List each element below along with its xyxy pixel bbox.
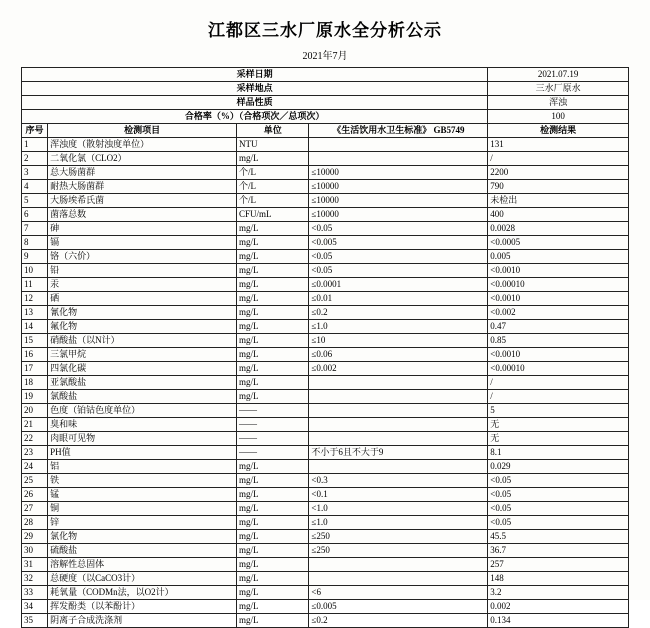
cell-result: 148 xyxy=(488,572,629,586)
cell-unit: mg/L xyxy=(237,460,309,474)
cell-standard xyxy=(309,390,488,404)
cell-item: 挥发酚类（以苯酚计） xyxy=(48,600,237,614)
cell-item: 铜 xyxy=(48,502,237,516)
cell-standard: ≤0.01 xyxy=(309,292,488,306)
cell-result: 45.5 xyxy=(488,530,629,544)
table-row xyxy=(22,292,629,306)
info-row-sample-nature xyxy=(22,96,629,110)
table-row xyxy=(22,138,629,152)
cell-result: / xyxy=(488,376,629,390)
cell-unit: mg/L xyxy=(237,502,309,516)
cell-standard: ≤0.0001 xyxy=(309,278,488,292)
cell-result: 无 xyxy=(488,418,629,432)
cell-standard: <0.1 xyxy=(309,488,488,502)
table-row xyxy=(22,376,629,390)
cell-index: 2 xyxy=(22,152,48,166)
cell-standard xyxy=(309,432,488,446)
table-row xyxy=(22,306,629,320)
cell-unit: mg/L xyxy=(237,614,309,628)
cell-result: / xyxy=(488,152,629,166)
cell-index: 26 xyxy=(22,488,48,502)
page-subtitle: 2021年7月 xyxy=(302,51,348,62)
cell-unit: mg/L xyxy=(237,264,309,278)
table-row xyxy=(22,432,629,446)
cell-index: 9 xyxy=(22,250,48,264)
cell-result: 无 xyxy=(488,432,629,446)
cell-item: 耗氧量（CODMn法，以O2计） xyxy=(48,586,237,600)
cell-standard: ≤0.06 xyxy=(309,348,488,362)
table-row xyxy=(22,362,629,376)
cell-item: 氯化物 xyxy=(48,530,237,544)
cell-item: 铝 xyxy=(48,460,237,474)
cell-index: 11 xyxy=(22,278,48,292)
cell-result: / xyxy=(488,390,629,404)
cell-unit: mg/L xyxy=(237,544,309,558)
table-row xyxy=(22,474,629,488)
info-row-sampling-date xyxy=(22,68,629,82)
cell-unit: —— xyxy=(237,432,309,446)
cell-unit: mg/L xyxy=(237,292,309,306)
cell-index: 18 xyxy=(22,376,48,390)
cell-standard xyxy=(309,376,488,390)
cell-result: 0.005 xyxy=(488,250,629,264)
cell-unit: 个/L xyxy=(237,180,309,194)
table-row xyxy=(22,250,629,264)
cell-item: 氰化物 xyxy=(48,306,237,320)
table-row xyxy=(22,264,629,278)
cell-index: 24 xyxy=(22,460,48,474)
info-value: 三水厂原水 xyxy=(488,82,629,96)
cell-item: 耐热大肠菌群 xyxy=(48,180,237,194)
info-label: 采样日期 xyxy=(22,68,488,82)
cell-unit: mg/L xyxy=(237,152,309,166)
cell-unit: mg/L xyxy=(237,306,309,320)
info-value: 100 xyxy=(488,110,629,124)
cell-item: 铁 xyxy=(48,474,237,488)
cell-standard: ≤0.2 xyxy=(309,614,488,628)
cell-standard xyxy=(309,418,488,432)
column-header-unit: 单位 xyxy=(237,124,309,138)
cell-standard: <0.05 xyxy=(309,264,488,278)
table-row xyxy=(22,446,629,460)
cell-index: 29 xyxy=(22,530,48,544)
cell-result: 0.029 xyxy=(488,460,629,474)
cell-index: 25 xyxy=(22,474,48,488)
cell-index: 19 xyxy=(22,390,48,404)
cell-standard: ≤10000 xyxy=(309,208,488,222)
table-row xyxy=(22,586,629,600)
table-row xyxy=(22,166,629,180)
cell-item: 硒 xyxy=(48,292,237,306)
cell-unit: mg/L xyxy=(237,474,309,488)
table-row xyxy=(22,558,629,572)
cell-item: 浑浊度（散射浊度单位） xyxy=(48,138,237,152)
cell-item: 大肠埃希氏菌 xyxy=(48,194,237,208)
cell-unit: —— xyxy=(237,404,309,418)
table-row xyxy=(22,600,629,614)
cell-item: 镉 xyxy=(48,236,237,250)
cell-unit: mg/L xyxy=(237,250,309,264)
info-label: 样品性质 xyxy=(22,96,488,110)
cell-item: 硝酸盐（以N计） xyxy=(48,334,237,348)
table-row xyxy=(22,194,629,208)
cell-index: 5 xyxy=(22,194,48,208)
cell-item: 砷 xyxy=(48,222,237,236)
table-row xyxy=(22,502,629,516)
cell-result: 131 xyxy=(488,138,629,152)
cell-result: 0.0028 xyxy=(488,222,629,236)
cell-standard: ≤0.2 xyxy=(309,306,488,320)
cell-standard: ≤10000 xyxy=(309,180,488,194)
table-row xyxy=(22,404,629,418)
cell-index: 12 xyxy=(22,292,48,306)
cell-unit: mg/L xyxy=(237,516,309,530)
cell-standard xyxy=(309,152,488,166)
cell-standard: ≤10000 xyxy=(309,194,488,208)
page-title: 江都区三水厂原水全分析公示 xyxy=(208,21,442,40)
cell-index: 30 xyxy=(22,544,48,558)
cell-result: <0.0010 xyxy=(488,292,629,306)
cell-unit: mg/L xyxy=(237,376,309,390)
cell-result: 400 xyxy=(488,208,629,222)
cell-item: 肉眼可见物 xyxy=(48,432,237,446)
cell-index: 14 xyxy=(22,320,48,334)
cell-unit: mg/L xyxy=(237,334,309,348)
cell-index: 22 xyxy=(22,432,48,446)
cell-unit: mg/L xyxy=(237,488,309,502)
info-label: 合格率（%）（合格项次／总项次） xyxy=(22,110,488,124)
table-row xyxy=(22,334,629,348)
cell-item: 氟化物 xyxy=(48,320,237,334)
info-row-sampling-location xyxy=(22,82,629,96)
cell-result: 未检出 xyxy=(488,194,629,208)
cell-unit: mg/L xyxy=(237,390,309,404)
cell-result: <0.00010 xyxy=(488,362,629,376)
cell-unit: mg/L xyxy=(237,600,309,614)
cell-standard xyxy=(309,138,488,152)
cell-standard: ≤0.002 xyxy=(309,362,488,376)
cell-item: 四氯化碳 xyxy=(48,362,237,376)
cell-standard: <1.0 xyxy=(309,502,488,516)
cell-result: 8.1 xyxy=(488,446,629,460)
cell-item: 亚氯酸盐 xyxy=(48,376,237,390)
table-row xyxy=(22,530,629,544)
cell-unit: —— xyxy=(237,446,309,460)
cell-index: 4 xyxy=(22,180,48,194)
cell-standard: <0.005 xyxy=(309,236,488,250)
cell-item: 氯酸盐 xyxy=(48,390,237,404)
table-row xyxy=(22,460,629,474)
cell-standard: <0.3 xyxy=(309,474,488,488)
cell-result: <0.0005 xyxy=(488,236,629,250)
table-row xyxy=(22,320,629,334)
table-row xyxy=(22,152,629,166)
cell-unit: mg/L xyxy=(237,558,309,572)
cell-index: 17 xyxy=(22,362,48,376)
cell-item: 二氧化氯（CLO2） xyxy=(48,152,237,166)
cell-unit: mg/L xyxy=(237,278,309,292)
cell-result: 0.85 xyxy=(488,334,629,348)
table-row xyxy=(22,544,629,558)
cell-standard: <0.05 xyxy=(309,222,488,236)
table-row xyxy=(22,572,629,586)
cell-standard: ≤250 xyxy=(309,530,488,544)
cell-item: 硫酸盐 xyxy=(48,544,237,558)
cell-unit: mg/L xyxy=(237,572,309,586)
table-body xyxy=(22,68,629,628)
cell-result: 0.47 xyxy=(488,320,629,334)
column-header-result: 检测结果 xyxy=(488,124,629,138)
table-row xyxy=(22,614,629,628)
cell-index: 6 xyxy=(22,208,48,222)
cell-standard xyxy=(309,460,488,474)
cell-standard: ≤1.0 xyxy=(309,516,488,530)
cell-result: 257 xyxy=(488,558,629,572)
table-row xyxy=(22,488,629,502)
cell-standard xyxy=(309,558,488,572)
cell-item: 溶解性总固体 xyxy=(48,558,237,572)
cell-result: 3.2 xyxy=(488,586,629,600)
cell-standard: <6 xyxy=(309,586,488,600)
cell-standard: 不小于6且不大于9 xyxy=(309,446,488,460)
column-header-index: 序号 xyxy=(22,124,48,138)
cell-result: <0.05 xyxy=(488,488,629,502)
cell-item: 铬（六价） xyxy=(48,250,237,264)
cell-index: 15 xyxy=(22,334,48,348)
table-row xyxy=(22,348,629,362)
cell-unit: mg/L xyxy=(237,586,309,600)
cell-item: 菌落总数 xyxy=(48,208,237,222)
info-value: 2021.07.19 xyxy=(488,68,629,82)
cell-index: 28 xyxy=(22,516,48,530)
cell-index: 7 xyxy=(22,222,48,236)
cell-item: 阴离子合成洗涤剂 xyxy=(48,614,237,628)
cell-unit: 个/L xyxy=(237,194,309,208)
cell-item: 锌 xyxy=(48,516,237,530)
cell-item: 铅 xyxy=(48,264,237,278)
cell-standard: ≤250 xyxy=(309,544,488,558)
cell-index: 1 xyxy=(22,138,48,152)
cell-item: 总大肠菌群 xyxy=(48,166,237,180)
cell-result: 790 xyxy=(488,180,629,194)
cell-unit: mg/L xyxy=(237,222,309,236)
table-row xyxy=(22,390,629,404)
cell-standard: ≤0.005 xyxy=(309,600,488,614)
cell-standard xyxy=(309,572,488,586)
cell-unit: mg/L xyxy=(237,530,309,544)
cell-index: 3 xyxy=(22,166,48,180)
cell-result: <0.00010 xyxy=(488,278,629,292)
cell-result: <0.002 xyxy=(488,306,629,320)
cell-result: 0.134 xyxy=(488,614,629,628)
cell-standard: ≤10 xyxy=(309,334,488,348)
cell-result: 2200 xyxy=(488,166,629,180)
cell-item: 臭和味 xyxy=(48,418,237,432)
cell-result: 5 xyxy=(488,404,629,418)
cell-index: 32 xyxy=(22,572,48,586)
cell-result: 0.002 xyxy=(488,600,629,614)
cell-index: 21 xyxy=(22,418,48,432)
cell-unit: 个/L xyxy=(237,166,309,180)
cell-item: PH值 xyxy=(48,446,237,460)
cell-result: 36.7 xyxy=(488,544,629,558)
table-row xyxy=(22,278,629,292)
cell-index: 35 xyxy=(22,614,48,628)
cell-index: 23 xyxy=(22,446,48,460)
cell-index: 10 xyxy=(22,264,48,278)
table-row xyxy=(22,516,629,530)
cell-result: <0.05 xyxy=(488,474,629,488)
cell-index: 33 xyxy=(22,586,48,600)
cell-index: 20 xyxy=(22,404,48,418)
cell-index: 34 xyxy=(22,600,48,614)
cell-unit: mg/L xyxy=(237,348,309,362)
cell-result: <0.0010 xyxy=(488,348,629,362)
info-row-pass-rate xyxy=(22,110,629,124)
info-label: 采样地点 xyxy=(22,82,488,96)
table-row xyxy=(22,418,629,432)
cell-index: 16 xyxy=(22,348,48,362)
cell-index: 27 xyxy=(22,502,48,516)
cell-item: 三氯甲烷 xyxy=(48,348,237,362)
cell-item: 色度（铂钴色度单位） xyxy=(48,404,237,418)
cell-unit: mg/L xyxy=(237,362,309,376)
cell-unit: NTU xyxy=(237,138,309,152)
cell-standard: <0.05 xyxy=(309,250,488,264)
cell-index: 31 xyxy=(22,558,48,572)
cell-standard: ≤1.0 xyxy=(309,320,488,334)
info-value: 浑浊 xyxy=(488,96,629,110)
cell-index: 13 xyxy=(22,306,48,320)
cell-unit: —— xyxy=(237,418,309,432)
table-row xyxy=(22,208,629,222)
cell-item: 总硬度（以CaCO3计） xyxy=(48,572,237,586)
cell-unit: mg/L xyxy=(237,320,309,334)
cell-item: 汞 xyxy=(48,278,237,292)
table-row xyxy=(22,236,629,250)
table-header-row xyxy=(22,124,629,138)
column-header-standard: 《生活饮用水卫生标准》 GB5749 xyxy=(309,124,488,138)
table-row xyxy=(22,180,629,194)
analysis-table xyxy=(21,67,629,628)
cell-unit: CFU/mL xyxy=(237,208,309,222)
cell-item: 锰 xyxy=(48,488,237,502)
cell-standard xyxy=(309,404,488,418)
cell-result: <0.0010 xyxy=(488,264,629,278)
cell-result: <0.05 xyxy=(488,502,629,516)
table-row xyxy=(22,222,629,236)
cell-result: <0.05 xyxy=(488,516,629,530)
cell-unit: mg/L xyxy=(237,236,309,250)
cell-index: 8 xyxy=(22,236,48,250)
cell-standard: ≤10000 xyxy=(309,166,488,180)
column-header-item: 检测项目 xyxy=(48,124,237,138)
